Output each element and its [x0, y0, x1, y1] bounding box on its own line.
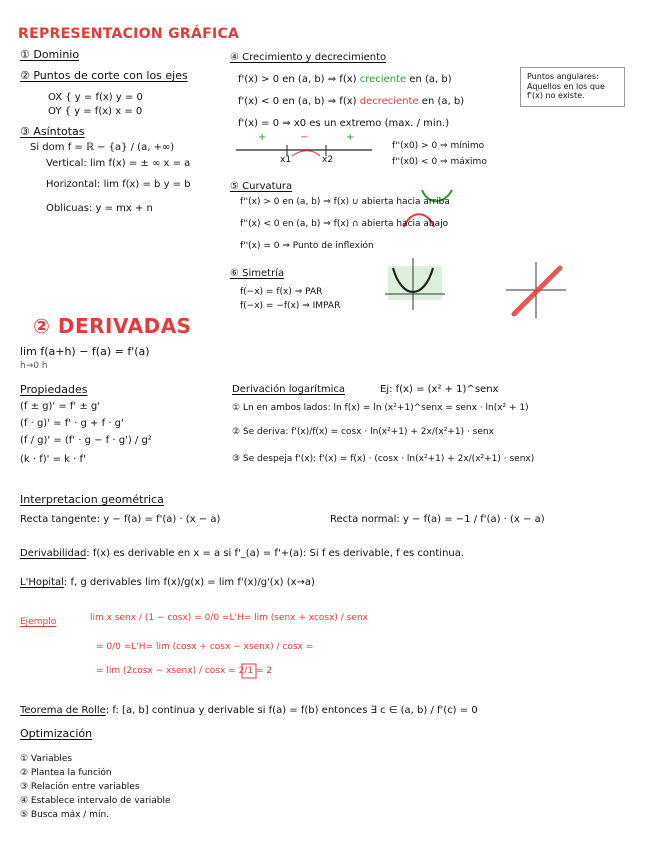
lhopital-line: L'Hopital: f, g derivables lim f(x)/g(x) = lim f'(x)/g'(x) (x→a) [20, 577, 315, 588]
even-function-graph [385, 258, 445, 310]
derivacion-log-heading: Derivación logarítmica [232, 384, 346, 395]
curvatura-heading: ⑤ Curvatura [230, 181, 293, 192]
derivadas-title: ② DERIVADAS [33, 314, 192, 338]
derivative-definition-sub: h→0 h [20, 361, 48, 371]
asintotas-heading: ③ Asíntotas [20, 125, 85, 138]
minus-sign: − [300, 132, 309, 143]
propiedad-cociente: (f / g)' = (f' · g − f · g') / g² [20, 435, 152, 446]
plus-sign-2: + [346, 132, 355, 143]
rolle-line: Teorema de Rolle: f: [a, b] continua y derivable si f(a) = f(b) entonces ∃ c ∈ (a, b) / f'(c) = 0 [20, 705, 478, 716]
puntos-corte-heading: ② Puntos de corte con los ejes [20, 69, 188, 82]
x2-label: x2 [322, 155, 334, 165]
derivacion-log-step-3: ③ Se despeja f'(x): f'(x) = f(x) · (cosx · ln(x²+1) + 2x/(x²+1) · senx) [232, 454, 535, 464]
derivacion-log-example: Ej: f(x) = (x² + 1)^senx [380, 384, 499, 395]
derivative-definition: lim f(a+h) − f(a) = f'(a) [20, 345, 150, 358]
interpretacion-heading: Interpretacion geométrica [20, 493, 164, 506]
horizontal-asymptote: Horizontal: lim f(x) = b y = b [46, 179, 191, 190]
oblique-asymptote: Oblicuas: y = mx + n [46, 203, 153, 214]
puntos-angulares-note: Puntos angulares: Aquellos en los que f'(x) no existe. [520, 67, 625, 107]
optimizacion-heading: Optimización [20, 727, 93, 740]
ejemplo-line-2: = 0/0 =L'H= lim (cosx + cosx − xsenx) / cosx = [96, 642, 314, 652]
propiedades-heading: Propiedades [20, 383, 88, 396]
odd-function-graph [506, 262, 566, 318]
simetria-heading: ⑥ Simetría [230, 268, 285, 279]
optim-step-3: ③ Relación entre variables [20, 782, 140, 792]
optim-step-1: ① Variables [20, 754, 73, 764]
propiedad-suma: (f ± g)' = f' ± g' [20, 401, 100, 412]
curvatura-line-1: f''(x) > 0 en (a, b) ⇒ f(x) ∪ abierta hacia arriba [240, 197, 450, 207]
minimo-rule: f''(x0) > 0 ⇒ mínimo [392, 141, 485, 151]
curvatura-line-2: f''(x) < 0 en (a, b) ⇒ f(x) ∩ abierta hacia abajo [240, 219, 449, 229]
page-title: REPRESENTACION GRÁFICA [18, 26, 240, 42]
ejemplo-line-1: lim x senx / (1 − cosx) = 0/0 =L'H= lim (senx + xcosx) / senx [90, 613, 368, 623]
ejemplo-label: Ejemplo [20, 617, 57, 627]
crecimiento-line-1: f'(x) > 0 en (a, b) ⇒ f(x) creciente en (a, b) [238, 74, 452, 85]
crecimiento-line-3: f'(x) = 0 ⇒ x0 es un extremo (max. / min.) [238, 118, 450, 129]
curvatura-line-3: f''(x) = 0 ⇒ Punto de inflexión [240, 241, 374, 251]
recta-tangente: Recta tangente: y − f(a) = f'(a) · (x − a) [20, 514, 221, 525]
optim-step-2: ② Plantea la función [20, 768, 112, 778]
oy-formula: OY { y = f(x) x = 0 [48, 106, 143, 117]
ejemplo-line-3: = lim (2cosx − xsenx) / cosx = 2/1 = 2 [96, 666, 273, 676]
dominio-definition: Si dom f = ℝ − {a} / (a, +∞) [30, 142, 175, 153]
x1-label: x1 [280, 155, 292, 165]
optim-step-5: ⑤ Busca máx / mín. [20, 810, 110, 820]
propiedad-constante: (k · f)' = k · f' [20, 454, 86, 465]
plus-sign-1: + [258, 132, 267, 143]
recta-normal: Recta normal: y − f(a) = −1 / f'(a) · (x − a) [330, 514, 545, 525]
derivacion-log-step-2: ② Se deriva: f'(x)/f(x) = cosx · ln(x²+1) + 2x/(x²+1) · senx [232, 427, 494, 437]
dominio-heading: ① Dominio [20, 48, 80, 61]
optim-step-4: ④ Establece intervalo de variable [20, 796, 171, 806]
simetria-par: f(−x) = f(x) ⇒ PAR [240, 287, 323, 297]
ox-formula: OX { y = f(x) y = 0 [48, 92, 143, 103]
derivacion-log-step-1: ① Ln en ambos lados: ln f(x) = ln (x²+1)^senx = senx · ln(x² + 1) [232, 403, 529, 413]
derivabilidad-line: Derivabilidad: f(x) es derivable en x = a si f'_(a) = f'+(a): Si f es derivable, f es continua. [20, 548, 465, 559]
crecimiento-line-2: f'(x) < 0 en (a, b) ⇒ f(x) decreciente en (a, b) [238, 96, 465, 107]
simetria-impar: f(−x) = −f(x) ⇒ IMPAR [240, 301, 341, 311]
maximo-rule: f''(x0) < 0 ⇒ máximo [392, 157, 487, 167]
number-line [236, 145, 372, 156]
vertical-asymptote: Vertical: lim f(x) = ± ∞ x = a [46, 158, 191, 169]
propiedad-producto: (f · g)' = f' · g + f · g' [20, 418, 124, 429]
crecimiento-heading: ④ Crecimiento y decrecimiento [230, 52, 387, 63]
